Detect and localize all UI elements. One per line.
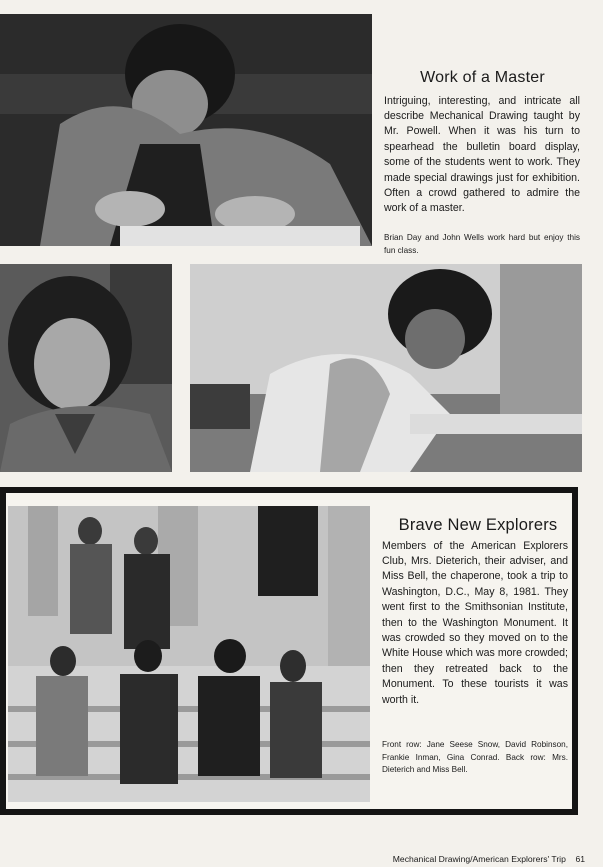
section-title-brave-new-explorers: Brave New Explorers [398,515,558,534]
section-body-brave-new-explorers: Members of the American Explorers Club, Mrs. Dieterich, their adviser, and Miss Bell, the chaperone, took a trip to Washington, D.C., May 8, 1981. They went first to the Smithsonian Institute, then to the Washington Monument. It was crowded so they moved on to the White House which was more crowded; then they retreated back to the Monument. To these tourists it was worth it. [382,539,568,706]
photo-explorers-club-group [8,506,370,802]
photo-student-drawing [0,14,372,246]
section-title-work-of-a-master: Work of a Master [420,69,545,87]
photo-caption-work-of-a-master: Brian Day and John Wells work hard but enjoy this fun class. [384,233,580,255]
footer-section-name: Mechanical Drawing/American Explorers' Trip [392,854,566,864]
photo-student-portrait [0,264,172,472]
photo-student-at-desk [190,264,582,472]
section-body-work-of-a-master: Intriguing, interesting, and intricate all describe Mechanical Drawing taught by Mr. Powell. When it was his turn to spearhead the bulletin board display, some of the students went to work. They made special drawings just for exhibition. Often a crowd gathered to admire the work of a master. [384,94,580,215]
photo-caption-brave-new-explorers: Front row: Jane Seese Snow, David Robinson, Frankie Inman, Gina Conrad. Back row: Mrs. Dieterich and Miss Bell. [382,740,568,775]
page-footer [335,854,585,864]
page-number: 61 [575,854,585,864]
